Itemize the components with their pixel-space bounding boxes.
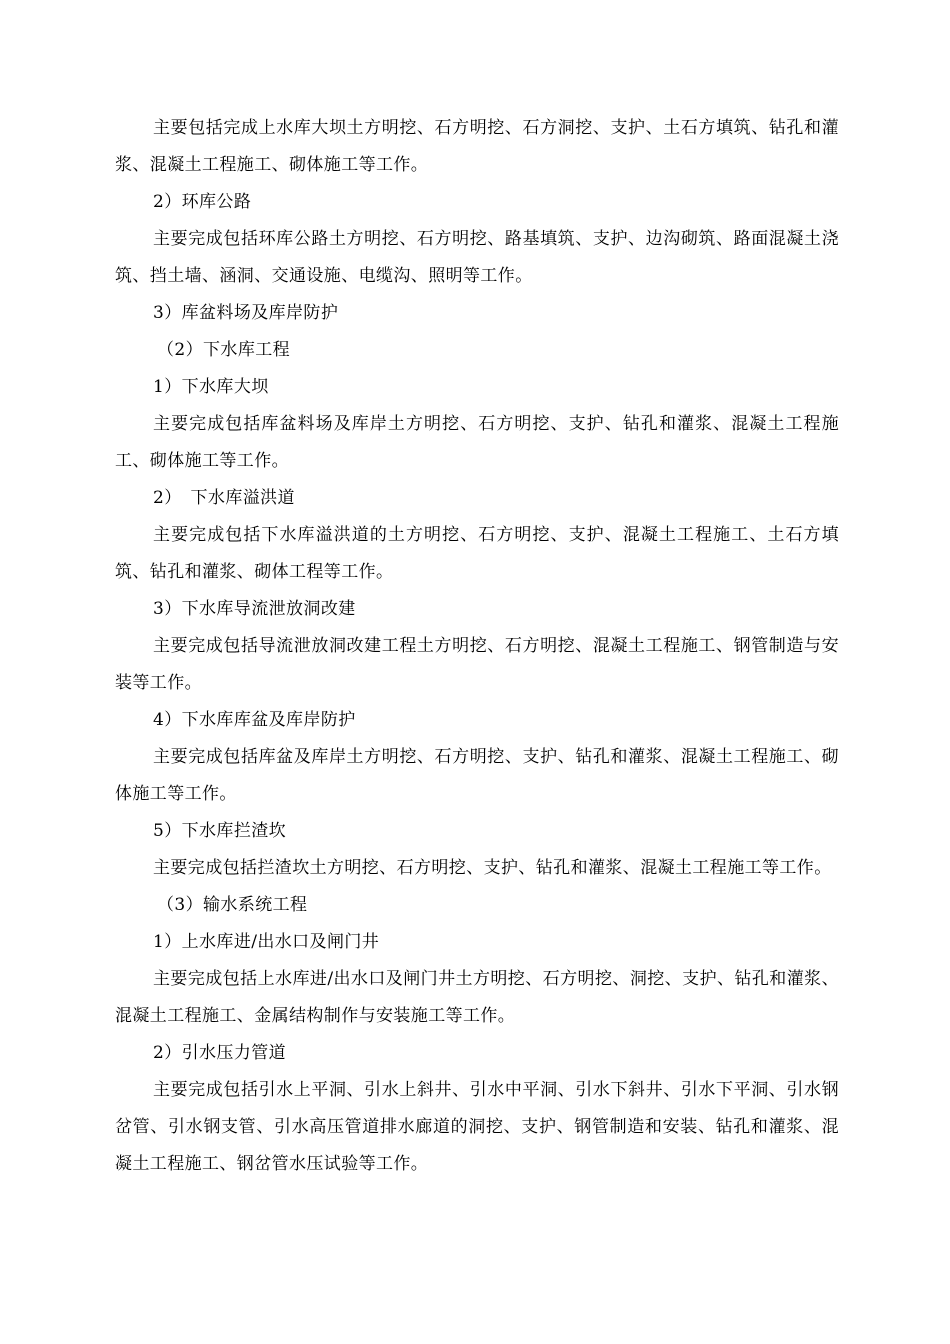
- paragraph-intake-gate-scope: 主要完成包括上水库进/出水口及闸门井土方明挖、石方明挖、洞挖、支护、钻孔和灌浆、混凝土工程施工、金属结构制作与安装施工等工作。: [115, 969, 839, 1026]
- heading-spillway: 2） 下水库溢洪道: [153, 488, 295, 508]
- heading-lower-reservoir-works: （2）下水库工程: [157, 340, 291, 360]
- heading-penstock: 2）引水压力管道: [153, 1043, 287, 1063]
- heading-lower-basin-protection: 4）下水库库盆及库岸防护: [153, 710, 356, 730]
- paragraph-upper-dam-scope: 主要包括完成上水库大坝土方明挖、石方明挖、石方洞挖、支护、土石方填筑、钻孔和灌浆、混凝土工程施工、砌体施工等工作。: [115, 118, 839, 175]
- heading-intake-gate-shaft: 1）上水库进/出水口及闸门井: [153, 932, 380, 952]
- heading-lower-dam: 1）下水库大坝: [153, 377, 269, 397]
- document-body: [115, 110, 839, 1183]
- paragraph-spillway-scope: 主要完成包括下水库溢洪道的土方明挖、石方明挖、支护、混凝土工程施工、土石方填筑、钻孔和灌浆、砌体工程等工作。: [115, 525, 839, 582]
- paragraph-debris-weir-scope: 主要完成包括拦渣坎土方明挖、石方明挖、支护、钻孔和灌浆、混凝土工程施工等工作。: [153, 858, 832, 878]
- paragraph-diversion-tunnel-scope: 主要完成包括导流泄放洞改建工程土方明挖、石方明挖、混凝土工程施工、钢管制造与安装等工作。: [115, 636, 839, 693]
- heading-ring-road: 2）环库公路: [153, 192, 252, 212]
- paragraph-ring-road-scope: 主要完成包括环库公路土方明挖、石方明挖、路基填筑、支护、边沟砌筑、路面混凝土浇筑、挡土墙、涵洞、交通设施、电缆沟、照明等工作。: [115, 229, 839, 286]
- heading-reservoir-basin-protection: 3）库盆料场及库岸防护: [153, 303, 339, 323]
- heading-diversion-tunnel: 3）下水库导流泄放洞改建: [153, 599, 356, 619]
- heading-debris-weir: 5）下水库拦渣坎: [153, 821, 287, 841]
- heading-water-conveyance: （3）输水系统工程: [157, 895, 308, 915]
- paragraph-lower-dam-scope: 主要完成包括库盆料场及库岸土方明挖、石方明挖、支护、钻孔和灌浆、混凝土工程施工、砌体施工等工作。: [115, 414, 839, 471]
- paragraph-lower-basin-scope: 主要完成包括库盆及库岸土方明挖、石方明挖、支护、钻孔和灌浆、混凝土工程施工、砌体施工等工作。: [115, 747, 839, 804]
- paragraph-penstock-scope: 主要完成包括引水上平洞、引水上斜井、引水中平洞、引水下斜井、引水下平洞、引水钢岔管、引水钢支管、引水高压管道排水廊道的洞挖、支护、钢管制造和安装、钻孔和灌浆、混凝土工程施工、钢岔管水压试验等工作。: [115, 1080, 839, 1174]
